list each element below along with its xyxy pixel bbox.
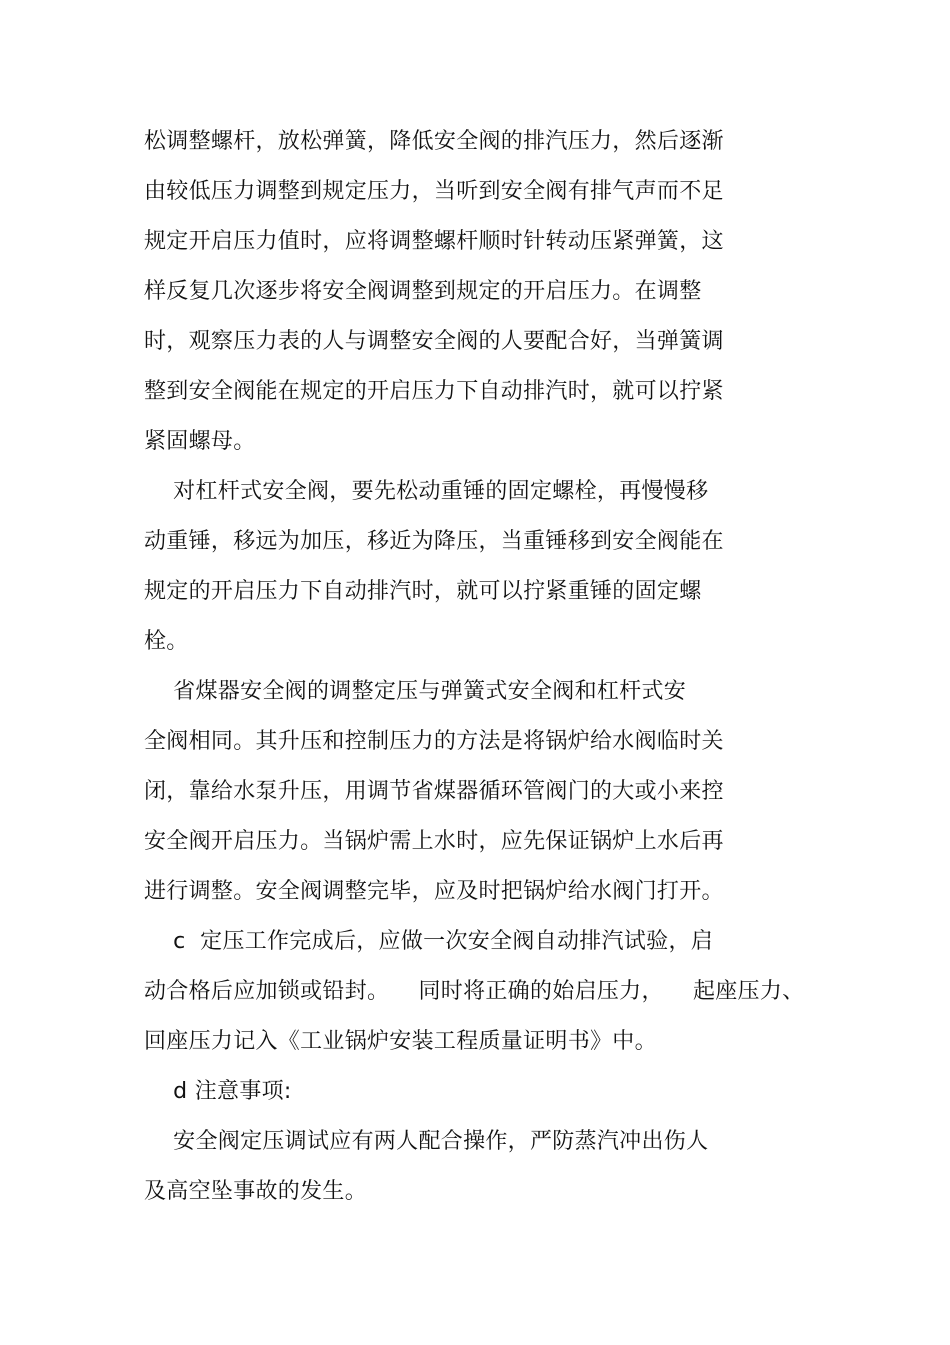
text-line: d 注意事项: xyxy=(144,1079,292,1104)
text-line: 样反复几次逐步将安全阀调整到规定的开启压力。在调整 xyxy=(144,279,702,304)
text-line: 由较低压力调整到规定压力，当听到安全阀有排气声而不足 xyxy=(144,179,724,204)
text-line: 时，观察压力表的人与调整安全阀的人要配合好，当弹簧调 xyxy=(144,329,724,354)
text-line: 栓。 xyxy=(144,629,189,654)
text-line: c 定压工作完成后，应做一次安全阀自动排汽试验，启 xyxy=(144,929,714,954)
text-line: 动重锤，移远为加压，移近为降压，当重锤移到安全阀能在 xyxy=(144,529,724,554)
text-line: 及高空坠事故的发生。 xyxy=(144,1179,368,1204)
text-line: 省煤器安全阀的调整定压与弹簧式安全阀和杠杆式安 xyxy=(144,679,687,704)
text-line: 安全阀开启压力。当锅炉需上水时，应先保证锅炉上水后再 xyxy=(144,829,724,854)
text-line: 松调整螺杆，放松弹簧，降低安全阀的排汽压力，然后逐渐 xyxy=(144,129,724,154)
text-line: 紧固螺母。 xyxy=(144,429,256,454)
text-line: 安全阀定压调试应有两人配合操作，严防蒸汽冲出伤人 xyxy=(144,1129,709,1154)
text-line: 整到安全阀能在规定的开启压力下自动排汽时，就可以拧紧 xyxy=(144,379,724,404)
text-line: 动合格后应加锁或铅封。 同时将正确的始启压力， 起座压力、 xyxy=(144,979,805,1004)
text-line: 规定开启压力值时，应将调整螺杆顺时针转动压紧弹簧，这 xyxy=(144,229,724,254)
text-line: 闭，靠给水泵升压，用调节省煤器循环管阀门的大或小来控 xyxy=(144,779,724,804)
text-line: 回座压力记入《工业锅炉安装工程质量证明书》中。 xyxy=(144,1029,657,1054)
text-line: 规定的开启压力下自动排汽时，就可以拧紧重锤的固定螺 xyxy=(144,579,702,604)
text-line: 对杠杆式安全阀，要先松动重锤的固定螺栓，再慢慢移 xyxy=(144,479,709,504)
text-line: 进行调整。安全阀调整完毕，应及时把锅炉给水阀门打开。 xyxy=(144,879,724,904)
text-line: 全阀相同。其升压和控制压力的方法是将锅炉给水阀临时关 xyxy=(144,729,724,754)
